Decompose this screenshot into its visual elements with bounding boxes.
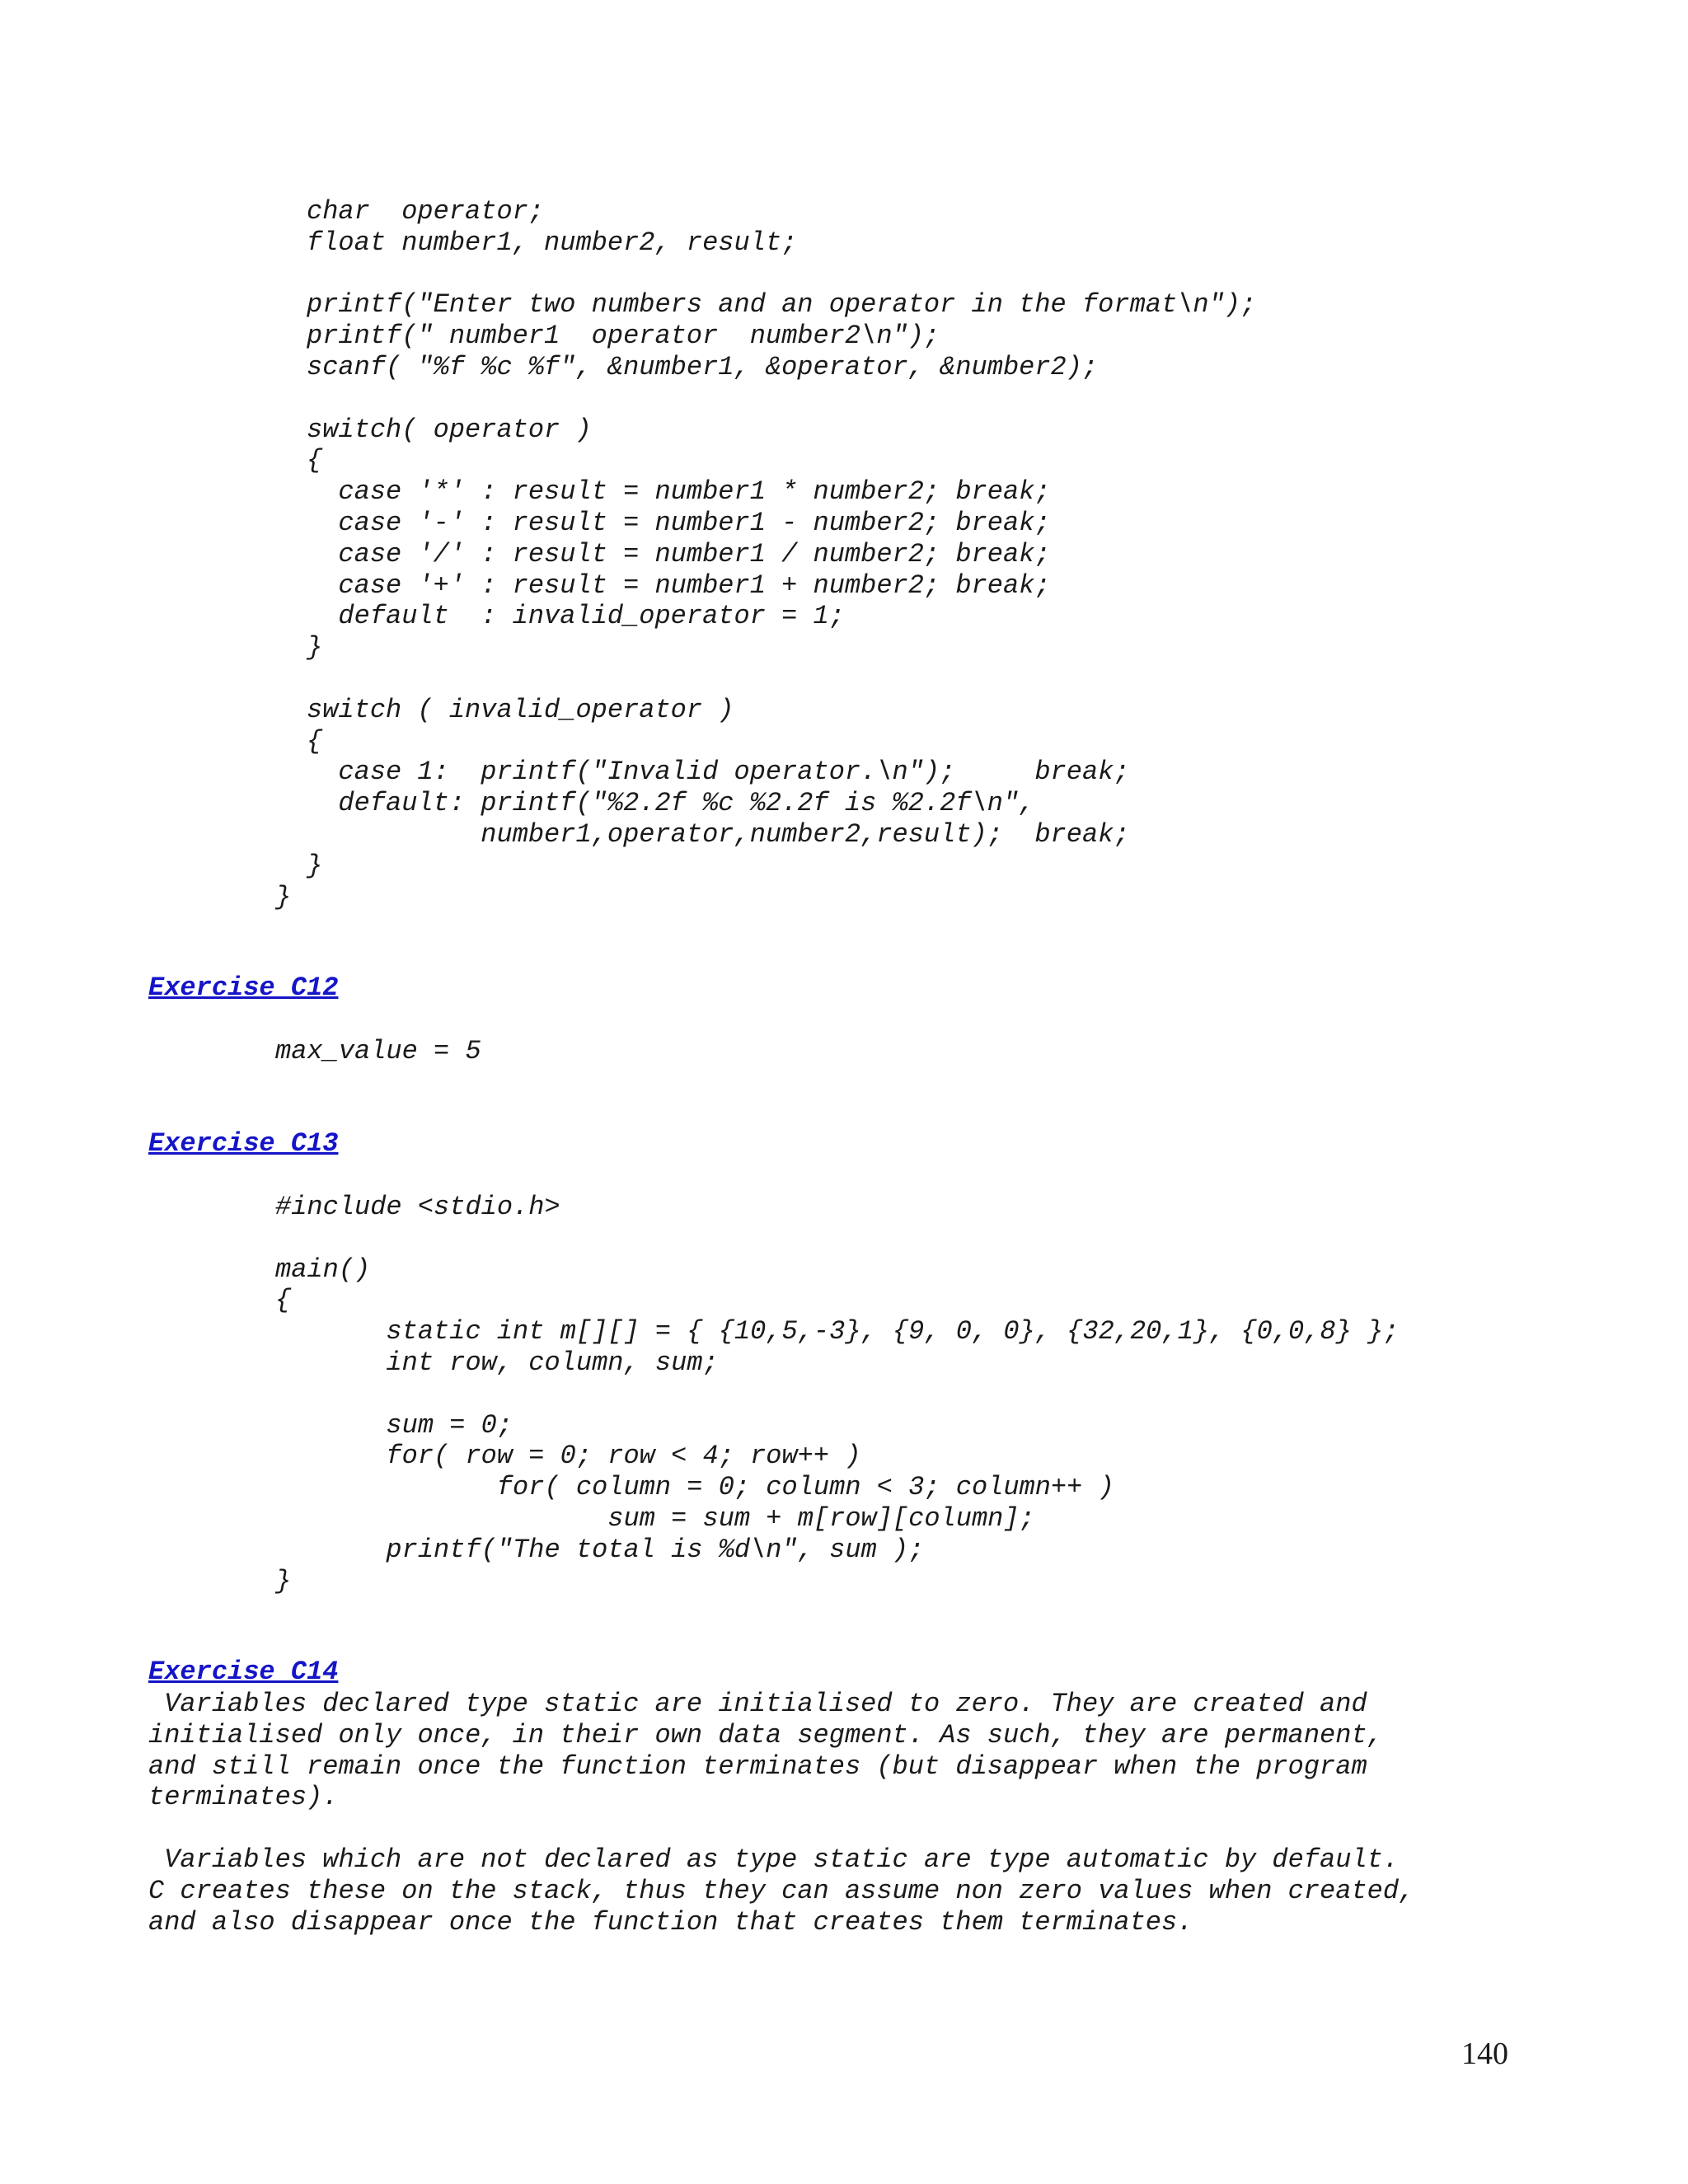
code-line: max_value = 5 <box>275 1036 481 1066</box>
code-line: for( row = 0; row < 4; row++ ) <box>275 1441 861 1472</box>
code-line: default: printf("%2.2f %c %2.2f is %2.2f\n", <box>307 788 1035 819</box>
code-line: case '*' : result = number1 * number2; break; <box>307 476 1051 508</box>
code-line: switch ( invalid_operator ) <box>307 694 734 725</box>
code-line: float number1, number2, result; <box>307 227 798 258</box>
code-line: int row, column, sum; <box>275 1347 719 1378</box>
text-line: Variables which are not declared as type static are type automatic by default. <box>148 1844 1400 1875</box>
exercise-c12-heading[interactable]: Exercise C12 <box>148 972 339 1003</box>
code-block-c11 <box>307 196 1256 882</box>
code-line: case 1: printf("Invalid operator.\n"); break; <box>307 757 1130 788</box>
exercise-c13-heading[interactable]: Exercise C13 <box>148 1128 339 1159</box>
text-line: and also disappear once the function that creates them terminates. <box>148 1906 1193 1938</box>
code-line: case '/' : result = number1 / number2; break; <box>307 538 1051 569</box>
text-line: terminates). <box>148 1782 339 1813</box>
code-line: #include <stdio.h> <box>275 1192 560 1222</box>
code-line: } <box>275 1565 292 1596</box>
text-line: Variables declared type static are initialised to zero. They are created and <box>148 1689 1367 1719</box>
exercise-c14-paragraph-1 <box>148 1689 1383 1813</box>
code-line: printf("Enter two numbers and an operator in the format\n"); <box>307 289 1257 321</box>
code-line: { <box>307 725 323 757</box>
code-block-c12 <box>275 1036 481 1067</box>
code-line: case '-' : result = number1 - number2; break; <box>307 507 1051 538</box>
code-line: scanf( "%f %c %f", &number1, &operator, &number2); <box>307 351 1099 382</box>
text-line: initialised only once, in their own data segment. As such, they are permanent, <box>148 1719 1383 1750</box>
code-line: for( column = 0; column < 3; column++ ) <box>275 1472 1114 1503</box>
text-line: and still remain once the function terminates (but disappear when the program <box>148 1750 1367 1782</box>
code-line: { <box>307 445 323 476</box>
code-line: } <box>275 882 292 912</box>
text-line: C creates these on the stack, thus they can assume non zero values when created, <box>148 1875 1415 1906</box>
code-line: switch( operator ) <box>307 414 592 445</box>
code-line: char operator; <box>307 196 545 227</box>
code-line: sum = 0; <box>275 1409 513 1441</box>
code-line: default : invalid_operator = 1; <box>307 601 845 632</box>
exercise-c14-paragraph-2 <box>148 1844 1414 1938</box>
code-line: { <box>275 1285 292 1316</box>
code-block-c13 <box>275 1192 1399 1596</box>
code-line: } <box>307 850 323 881</box>
code-line: static int m[][] = { {10,5,-3}, {9, 0, 0}, {32,20,1}, {0,0,8} }; <box>275 1316 1400 1347</box>
exercise-c14-heading[interactable]: Exercise C14 <box>148 1657 339 1687</box>
code-block-c11-close <box>275 882 291 913</box>
code-line: main() <box>275 1254 371 1285</box>
code-line: case '+' : result = number1 + number2; break; <box>307 569 1051 601</box>
page-number: 140 <box>1461 2036 1508 2071</box>
code-line: } <box>307 632 323 663</box>
code-line: printf(" number1 operator number2\n"); <box>307 321 940 352</box>
code-line: printf("The total is %d\n", sum ); <box>275 1534 925 1565</box>
code-line: sum = sum + m[row][column]; <box>275 1502 1035 1534</box>
code-line: number1,operator,number2,result); break; <box>307 818 1130 850</box>
